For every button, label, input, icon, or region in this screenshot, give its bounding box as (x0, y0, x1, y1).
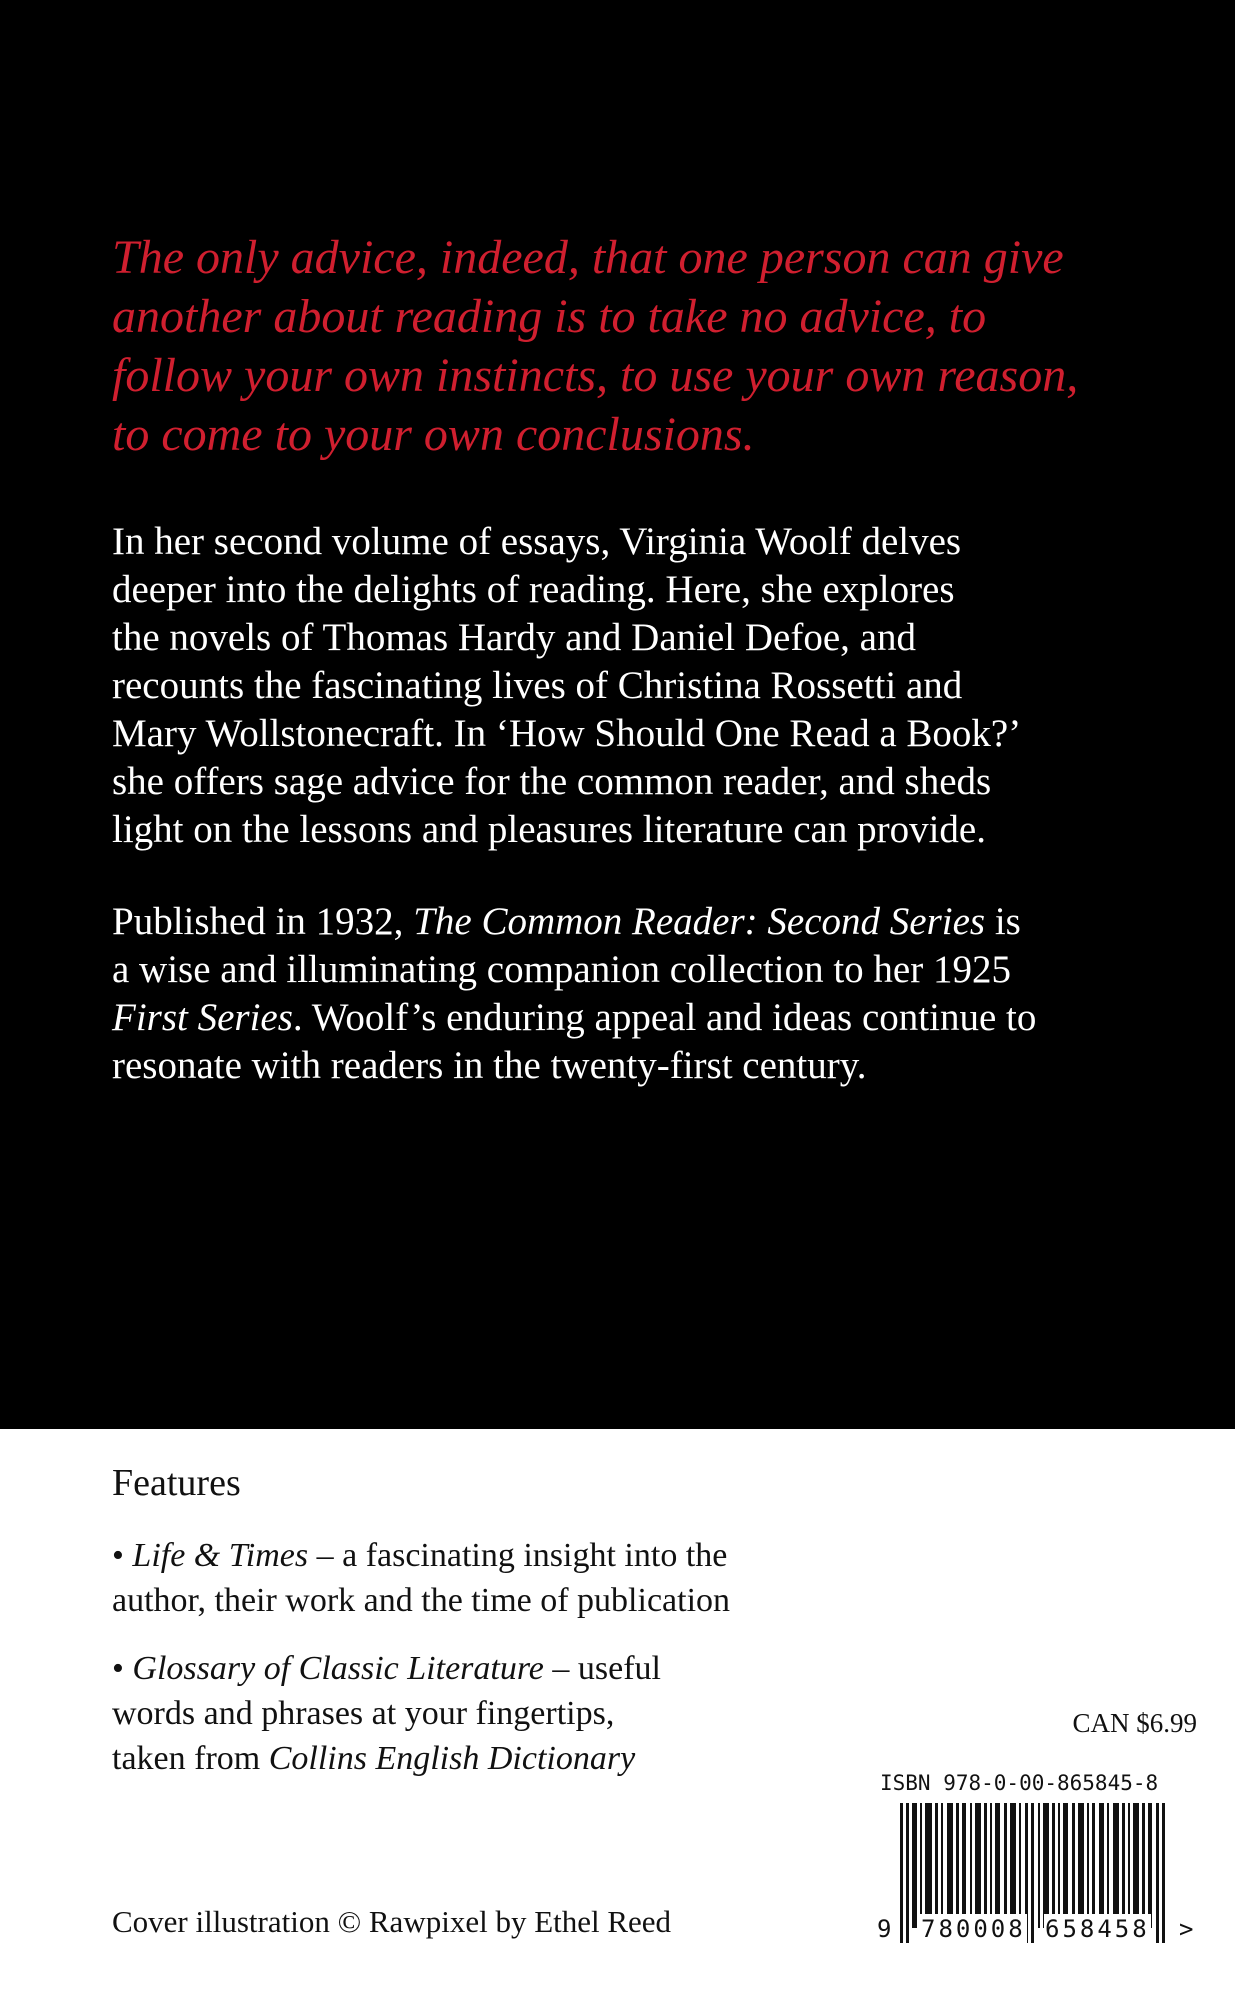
blurb-line: the novels of Thomas Hardy and Daniel Defoe, and (112, 616, 916, 659)
blurb-line: she offers sage advice for the common reader, and sheds (112, 760, 992, 803)
feature-title: Glossary of Classic Literature (132, 1650, 544, 1687)
feature-line (112, 1646, 832, 1691)
blurb-line: deeper into the delights of reading. Here, she explores (112, 568, 955, 611)
blurb-line: a wise and illuminating companion collection to her 1925 (112, 948, 1011, 991)
feature-item-life-and-times (112, 1533, 832, 1623)
feature-item-glossary (112, 1646, 832, 1781)
feature-text: – useful (543, 1650, 661, 1687)
isbn-label: ISBN 978-0-00-865845-8 (880, 1771, 1159, 1795)
feature-title: Life & Times (132, 1537, 309, 1574)
blurb-text: is (985, 900, 1021, 943)
quote-line: to come to your own conclusions. (112, 408, 755, 461)
bullet: • (112, 1650, 133, 1687)
book-title: First Series (112, 996, 293, 1039)
cover-credit: Cover illustration © Rawpixel by Ethel Reed (112, 1904, 672, 1939)
bullet: • (112, 1537, 133, 1574)
barcode-digits-right: 658458 (1045, 1915, 1150, 1943)
price-label: CAN $6.99 (1072, 1708, 1197, 1738)
feature-line: words and phrases at your fingertips, (112, 1695, 615, 1732)
blurb-line: In her second volume of essays, Virginia Woolf delves (112, 520, 962, 563)
book-title: The Common Reader: Second Series (413, 900, 986, 943)
feature-line (112, 1533, 832, 1578)
blurb-line: light on the lessons and pleasures literature can provide. (112, 808, 986, 851)
blurb-line: Mary Wollstonecraft. In ‘How Should One Read a Book?’ (112, 712, 1022, 755)
quote-line: follow your own instincts, to use your own reason, (112, 349, 1079, 402)
dictionary-title: Collins English Dictionary (268, 1740, 636, 1777)
blurb-line: recounts the fascinating lives of Christina Rossetti and (112, 664, 963, 707)
barcode-arrow: > (1179, 1915, 1194, 1943)
barcode-digits-left: 780008 (921, 1915, 1026, 1943)
quote-line: The only advice, indeed, that one person can give (112, 231, 1064, 284)
feature-text: taken from (112, 1740, 269, 1777)
blurb-text: . Woolf’s enduring appeal and ideas continue to (292, 996, 1037, 1039)
blurb-paragraph-1 (112, 518, 1142, 854)
features-heading: Features (112, 1462, 241, 1504)
quote-line: another about reading is to take no advice, to (112, 290, 987, 343)
blurb-text: Published in 1932, (112, 900, 414, 943)
feature-line: author, their work and the time of publication (112, 1582, 731, 1619)
blurb-line (112, 898, 1142, 946)
blurb-line: resonate with readers in the twenty-first century. (112, 1044, 867, 1087)
blurb-line (112, 994, 1142, 1042)
blurb-paragraph-2 (112, 898, 1142, 1090)
feature-line (112, 1736, 832, 1781)
barcode-digit-first: 9 (877, 1915, 892, 1943)
feature-text: – a fascinating insight into the (308, 1537, 728, 1574)
pull-quote (112, 228, 1132, 464)
barcode-digits (876, 1914, 1196, 1946)
